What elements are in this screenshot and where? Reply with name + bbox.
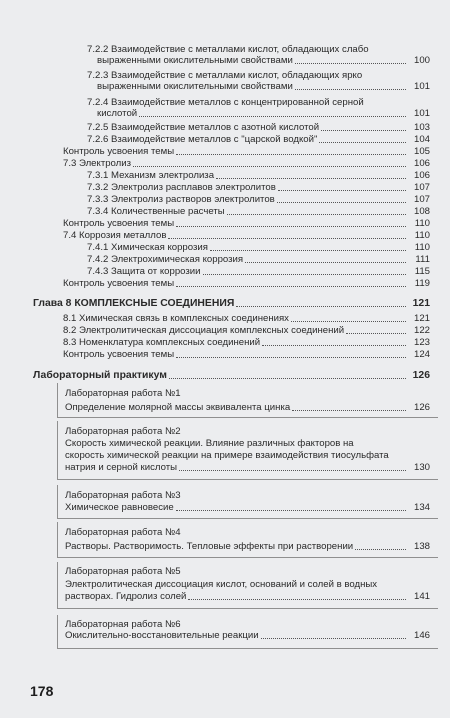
- toc-entry: 7.2.2 Взаимодействие с металлами кислот, обладающих слабо: [87, 44, 369, 55]
- lab-description: Скорость химической реакции. Влияние различных факторов на: [65, 438, 354, 449]
- toc-entry: 7.3.3 Электролиз растворов электролитов 107: [87, 194, 430, 205]
- toc-entry: выраженными окислительными свойствами 100: [97, 55, 430, 66]
- lab-entry: [57, 522, 438, 558]
- toc-entry: 7.2.4 Взаимодействие металлов с концентрированной серной: [87, 97, 364, 108]
- lab-title: Лабораторная работа №4: [65, 527, 181, 538]
- toc-entry: 7.3 Электролиз 106: [63, 158, 430, 169]
- lab-entry: [57, 485, 438, 519]
- lab-description: Определение молярной массы эквивалента цинка 126: [65, 402, 430, 413]
- lab-description: Растворы. Растворимость. Тепловые эффекты при растворении 138: [65, 541, 430, 552]
- lab-entry: [57, 421, 438, 480]
- lab-description: скорость химической реакции на примере взаимодействия тиосульфата: [65, 450, 389, 461]
- toc-entry: 7.2.3 Взаимодействие с металлами кислот, обладающих ярко: [87, 70, 363, 81]
- chapter-heading: Глава 8 КОМПЛЕКСНЫЕ СОЕДИНЕНИЯ 121: [33, 298, 430, 309]
- toc-entry: 7.3.2 Электролиз расплавов электролитов 107: [87, 182, 430, 193]
- toc-entry: выраженными окислительными свойствами 101: [97, 81, 430, 92]
- lab-entry: [57, 562, 438, 609]
- toc-entry: Контроль усвоения темы 124: [63, 349, 430, 360]
- toc-entry: 7.3.4 Количественные расчеты 108: [87, 206, 430, 217]
- lab-title: Лабораторная работа №1: [65, 388, 181, 399]
- toc-entry: кислотой 101: [97, 108, 430, 119]
- toc-entry: 7.2.5 Взаимодействие металлов с азотной кислотой 103: [87, 122, 430, 133]
- toc-entry: 7.2.6 Взаимодействие металлов с "царской водкой" 104: [87, 134, 430, 145]
- toc-entry: 8.2 Электролитическая диссоциация комплексных соединений 122: [63, 325, 430, 336]
- practicum-heading: Лабораторный практикум 126: [33, 370, 430, 381]
- lab-title: Лабораторная работа №6: [65, 619, 181, 630]
- lab-description: Окислительно-восстановительные реакции 146: [65, 630, 430, 641]
- lab-description: растворах. Гидролиз солей 141: [65, 591, 430, 602]
- lab-title: Лабораторная работа №5: [65, 566, 181, 577]
- toc-entry: 7.3.1 Механизм электролиза 106: [87, 170, 430, 181]
- toc-entry: 8.3 Номенклатура комплексных соединений 123: [63, 337, 430, 348]
- lab-entry: [57, 383, 438, 418]
- toc-entry: 7.4.2 Электрохимическая коррозия 111: [87, 254, 430, 265]
- lab-description: Химическое равновесие 134: [65, 502, 430, 513]
- lab-description: натрия и серной кислоты 130: [65, 462, 430, 473]
- lab-description: Электролитическая диссоциация кислот, оснований и солей в водных: [65, 579, 378, 590]
- toc-entry: 7.4.3 Защита от коррозии 115: [87, 266, 430, 277]
- toc-entry: Контроль усвоения темы 105: [63, 146, 430, 157]
- toc-entry: Контроль усвоения темы 110: [63, 218, 430, 229]
- lab-title: Лабораторная работа №2: [65, 426, 181, 437]
- toc-entry: 7.4.1 Химическая коррозия 110: [87, 242, 430, 253]
- lab-title: Лабораторная работа №3: [65, 490, 181, 501]
- toc-entry: Контроль усвоения темы 119: [63, 278, 430, 289]
- lab-entry: [57, 615, 438, 649]
- toc-entry: 8.1 Химическая связь в комплексных соединениях 121: [63, 313, 430, 324]
- page-number: 178: [30, 683, 54, 699]
- toc-entry: 7.4 Коррозия металлов 110: [63, 230, 430, 241]
